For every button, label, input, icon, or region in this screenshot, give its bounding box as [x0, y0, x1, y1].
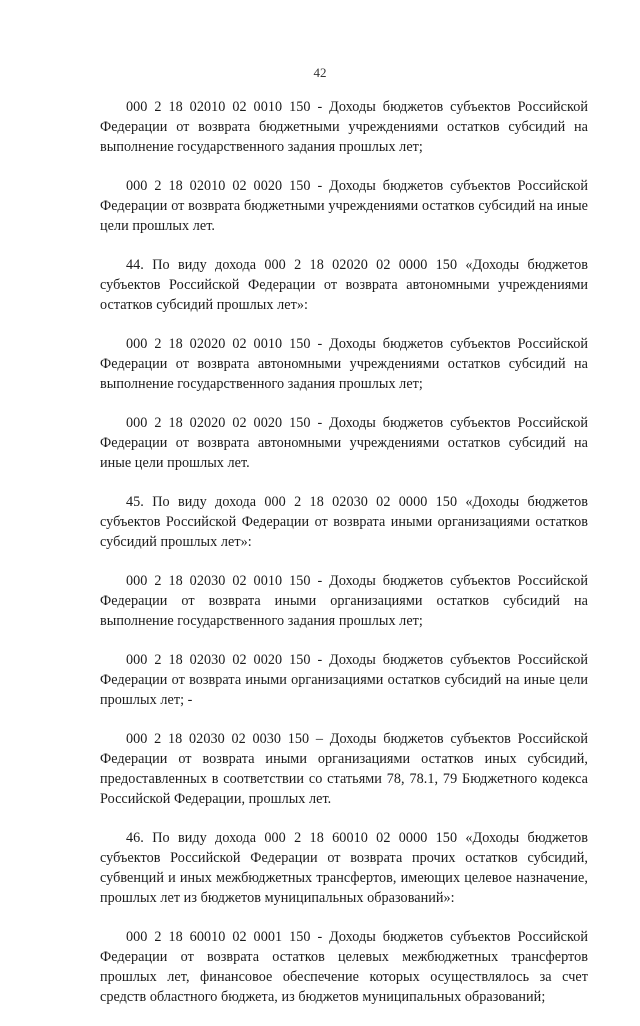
- paragraph-code-02010-0020: 000 2 18 02010 02 0020 150 - Доходы бюджетов субъектов Российской Федерации от возврата бюджетными учреждениями остатков субсидий на иные цели прошлых лет.: [100, 178, 588, 234]
- paragraph-item-46: 46. По виду дохода 000 2 18 60010 02 0000 150 «Доходы бюджетов субъектов Российской Федерации от возврата прочих остатков субсидий, субвенций и иных межбюджетных трансфертов, имеющих целевое назначение, прошлых лет из бюджетов муниципальных образований»:: [100, 830, 588, 906]
- page-number: 42: [313, 65, 327, 80]
- paragraph-code-02030-0020: 000 2 18 02030 02 0020 150 - Доходы бюджетов субъектов Российской Федерации от возврата иными организациями остатков субсидий на иные цели прошлых лет; -: [100, 652, 588, 708]
- paragraph-code-02020-0010: 000 2 18 02020 02 0010 150 - Доходы бюджетов субъектов Российской Федерации от возврата автономными учреждениями остатков субсидий на выполнение государственного задания прошлых лет;: [100, 336, 588, 392]
- paragraph-item-45: 45. По виду дохода 000 2 18 02030 02 0000 150 «Доходы бюджетов субъектов Российской Федерации от возврата иными организациями остатков субсидий прошлых лет»:: [100, 494, 588, 550]
- paragraph-item-44: 44. По виду дохода 000 2 18 02020 02 0000 150 «Доходы бюджетов субъектов Российской Федерации от возврата автономными учреждениями остатков субсидий прошлых лет»:: [100, 257, 588, 313]
- paragraph-code-02030-0010: 000 2 18 02030 02 0010 150 - Доходы бюджетов субъектов Российской Федерации от возврата иными организациями остатков субсидий на выполнение государственного задания прошлых лет;: [100, 573, 588, 629]
- paragraph-code-02030-0030: 000 2 18 02030 02 0030 150 – Доходы бюджетов субъектов Российской Федерации от возврата иными организациями остатков иных субсидий, предоставленных в соответствии со статьями 78, 78.1, 79 Бюджетного кодекса Российской Федерации, прошлых лет.: [100, 731, 588, 807]
- paragraph-code-60010-0001: 000 2 18 60010 02 0001 150 - Доходы бюджетов субъектов Российской Федерации от возврата остатков целевых межбюджетных трансфертов прошлых лет, финансовое обеспечение которых осуществлялось за счет средств областного бюджета, из бюджетов муниципальных образований;: [100, 929, 588, 1005]
- paragraph-code-02020-0020: 000 2 18 02020 02 0020 150 - Доходы бюджетов субъектов Российской Федерации от возврата автономными учреждениями остатков субсидий на иные цели прошлых лет.: [100, 415, 588, 471]
- document-body: [100, 97, 588, 1026]
- paragraph-code-02010-0010: 000 2 18 02010 02 0010 150 - Доходы бюджетов субъектов Российской Федерации от возврата бюджетными учреждениями остатков субсидий на выполнение государственного задания прошлых лет;: [100, 99, 588, 155]
